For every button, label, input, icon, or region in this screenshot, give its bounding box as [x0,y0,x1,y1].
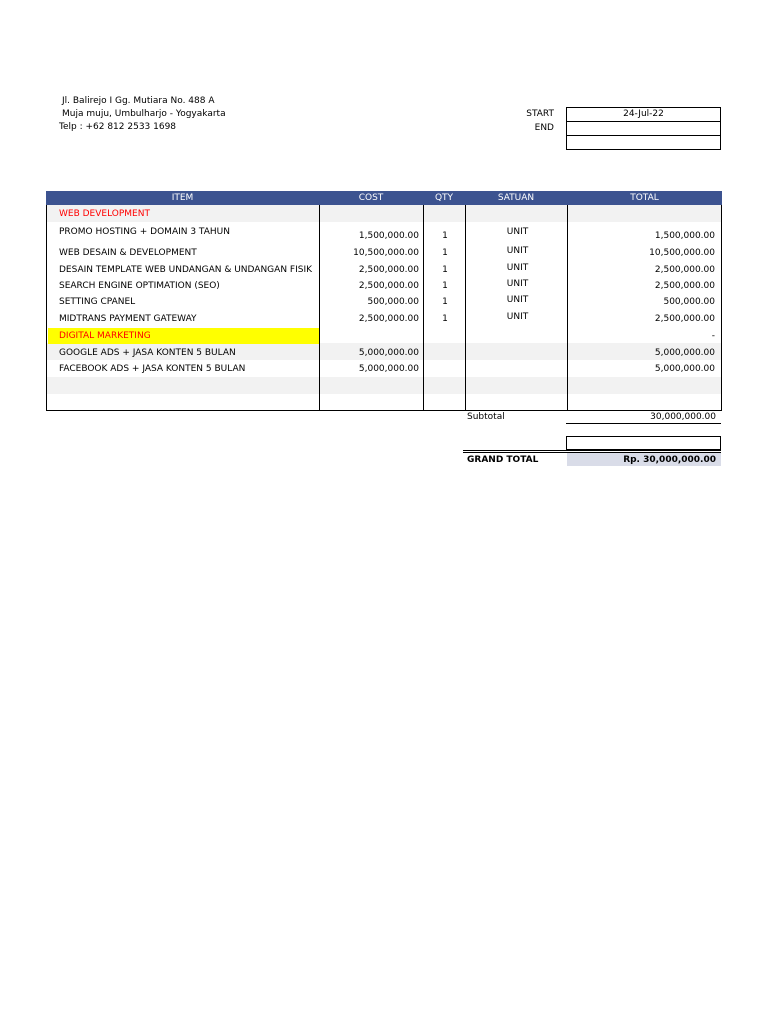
subtotal-label: Subtotal [467,412,505,422]
total-cell: 10,500,000.00 [649,248,715,258]
grand-total-label: GRAND TOTAL [467,455,539,465]
header-satuan: SATUAN [497,193,535,203]
table-row[interactable] [47,345,721,361]
section-row-digital-marketing [47,328,721,344]
table-row[interactable] [47,311,721,327]
item-cell: SETTING CPANEL [59,297,136,307]
satuan-cell: UNIT [506,279,529,289]
item-cell: MIDTRANS PAYMENT GATEWAY [59,314,197,324]
cost-cell: 5,000,000.00 [358,364,419,374]
item-cell: PROMO HOSTING + DOMAIN 3 TAHUN [59,227,230,237]
header-total: TOTAL [630,193,659,203]
cost-cell: 5,000,000.00 [358,348,419,358]
item-cell: WEB DESAIN & DEVELOPMENT [59,248,197,258]
grand-total-rule [463,450,721,451]
cost-cell: 2,500,000.00 [358,265,419,275]
qty-cell: 1 [442,265,448,275]
cost-cell: 2,500,000.00 [358,281,419,291]
qty-cell: 1 [442,314,448,324]
table-row[interactable] [47,361,721,377]
total-cell: 5,000,000.00 [654,348,715,358]
subtotal-value: 30,000,000.00 [650,412,716,422]
phone-line: Telp : +62 812 2533 1698 [59,122,177,132]
total-cell: 2,500,000.00 [654,314,715,324]
cost-cell: 500,000.00 [367,297,419,307]
start-label: START [526,109,554,119]
header-qty: QTY [434,193,454,203]
cost-cell: 10,500,000.00 [353,248,419,258]
item-cell: FACEBOOK ADS + JASA KONTEN 5 BULAN [59,364,246,374]
satuan-cell [467,345,568,361]
table-row[interactable] [47,245,721,261]
total-cell: 2,500,000.00 [654,265,715,275]
satuan-cell: UNIT [506,246,529,256]
blank-summary-field[interactable] [566,436,721,450]
qty-cell: 1 [442,231,448,241]
qty-cell [424,361,466,377]
satuan-cell: UNIT [506,312,529,322]
grand-total-value: Rp. 30,000,000.00 [623,455,716,465]
invoice-table [46,205,722,411]
item-cell: GOOGLE ADS + JASA KONTEN 5 BULAN [59,348,236,358]
total-cell: 1,500,000.00 [654,231,715,241]
header-item: ITEM [171,193,194,203]
table-row[interactable] [47,224,721,240]
total-cell: 5,000,000.00 [654,364,715,374]
satuan-cell: UNIT [506,227,529,237]
address-line-2: Muja muju, Umbulharjo - Yogyakarta [62,109,226,119]
section-title: DIGITAL MARKETING [59,331,151,341]
qty-cell [424,345,466,361]
section-total-cell: - [711,331,715,341]
qty-cell: 1 [442,297,448,307]
subtotal-underline [566,423,721,424]
end-label: END [534,123,554,133]
header-cost: COST [358,193,384,203]
item-cell: DESAIN TEMPLATE WEB UNDANGAN & UNDANGAN FISIK [59,265,313,275]
satuan-cell: UNIT [506,295,529,305]
blank-date-field[interactable] [566,135,721,150]
satuan-cell: UNIT [506,263,529,273]
satuan-cell [467,361,568,377]
total-cell: 2,500,000.00 [654,281,715,291]
table-row[interactable] [47,262,721,278]
qty-cell: 1 [442,248,448,258]
table-row[interactable] [47,278,721,294]
table-row[interactable] [47,294,721,310]
table-header [46,191,722,205]
row-band [47,377,721,394]
section-row-web-development [47,206,721,222]
total-cell: 500,000.00 [663,297,715,307]
qty-cell: 1 [442,281,448,291]
cost-cell: 1,500,000.00 [358,231,419,241]
cost-cell: 2,500,000.00 [358,314,419,324]
end-date-field[interactable] [566,121,721,136]
section-title: WEB DEVELOPMENT [59,209,150,219]
address-line-1: Jl. Balirejo I Gg. Mutiara No. 488 A [62,96,215,106]
start-date-field[interactable]: 24-Jul-22 [566,107,721,122]
item-cell: SEARCH ENGINE OPTIMATION (SEO) [59,281,220,291]
